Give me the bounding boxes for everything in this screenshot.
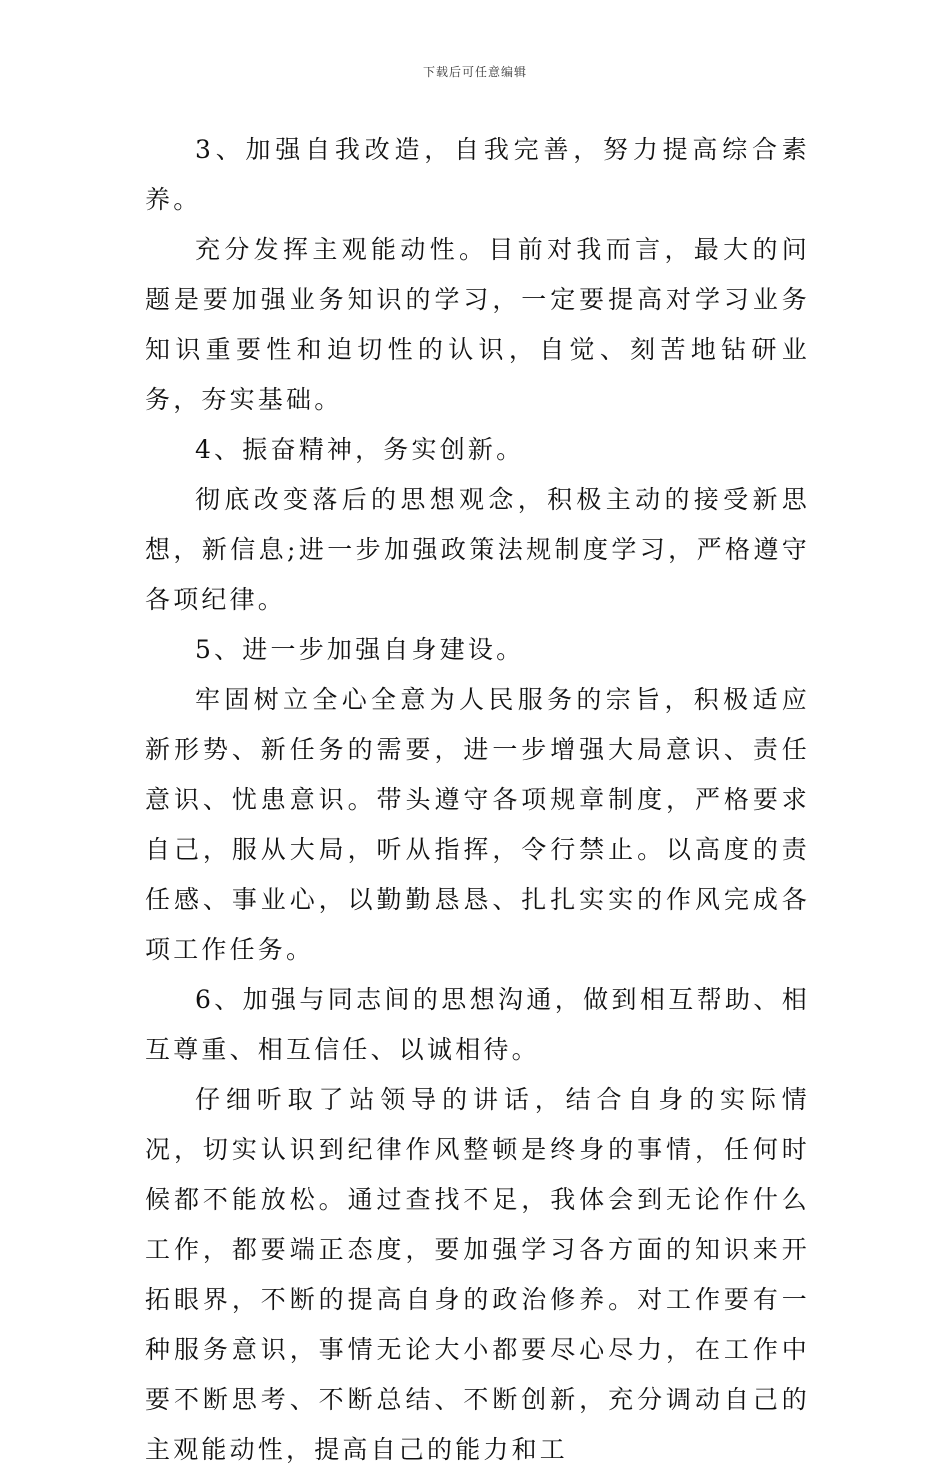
paragraph-item-6-heading: 6、加强与同志间的思想沟通，做到相互帮助、相互尊重、相互信任、以诚相待。 bbox=[145, 985, 810, 1064]
paragraph-item-5-text: 牢固树立全心全意为人民服务的宗旨，积极适应新形势、新任务的需要，进一步增强大局意识、责任意识、忧患意识。带头遵守各项规章制度，严格要求自己，服从大局，听从指挥，令行禁止。以高度的责任感、事业心，以勤勤恳恳、扎扎实实的作风完成各项工作任务。 bbox=[145, 685, 810, 964]
paragraph-item-3-text: 充分发挥主观能动性。目前对我而言，最大的问题是要加强业务知识的学习，一定要提高对学习业务知识重要性和迫切性的认识，自觉、刻苦地钻研业务，夯实基础。 bbox=[145, 235, 810, 414]
paragraph-item-4-text: 彻底改变落后的思想观念，积极主动的接受新思想，新信息;进一步加强政策法规制度学习，严格遵守各项纪律。 bbox=[145, 485, 810, 614]
document-body bbox=[145, 125, 810, 1475]
paragraph-item-3-heading: 3、加强自我改造，自我完善，努力提高综合素养。 bbox=[145, 135, 810, 214]
page-header-note: 下载后可任意编辑 bbox=[422, 65, 527, 79]
paragraph-item-4-heading: 4、振奋精神，务实创新。 bbox=[195, 435, 525, 464]
paragraph-conclusion: 仔细听取了站领导的讲话，结合自身的实际情况，切实认识到纪律作风整顿是终身的事情，任何时候都不能放松。通过查找不足，我体会到无论作什么工作，都要端正态度，要加强学习各方面的知识来开拓眼界，不断的提高自身的政治修养。对工作要有一种服务意识，事情无论大小都要尽心尽力，在工作中要不断思考、不断总结、不断创新，充分调动自己的主观能动性，提高自己的能力和工 bbox=[145, 1085, 810, 1464]
paragraph-item-5-heading: 5、进一步加强自身建设。 bbox=[195, 635, 525, 664]
